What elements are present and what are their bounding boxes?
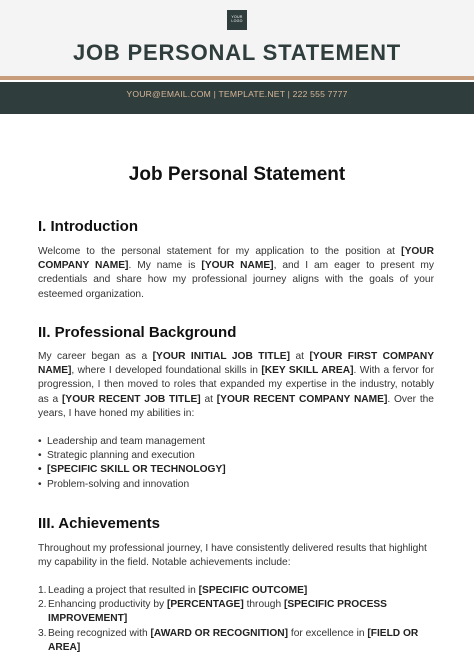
- section-heading-achievements: III. Achievements: [38, 515, 160, 532]
- introduction-paragraph: Welcome to the personal statement for my application to the position at [YOUR COMPANY NAME]. My name is [YOUR NAME], and I am eager to present my credentials and share how my professional journey aligns with the goals of your esteemed organization.: [38, 246, 434, 300]
- placeholder-company-name: [YOUR COMPANY NAME]: [38, 246, 434, 272]
- list-item: • Strategic planning and execution: [38, 449, 434, 463]
- placeholder-your-name: [YOUR NAME]: [201, 260, 274, 272]
- placeholder-initial-job-title: [YOUR INITIAL JOB TITLE]: [152, 351, 290, 362]
- logo-text-line1: YOUR: [231, 15, 243, 19]
- list-item: 1. Leading a project that resulted in [SPECIFIC OUTCOME]: [38, 585, 308, 596]
- list-item: 2. Enhancing productivity by [PERCENTAGE] through [SPECIFIC PROCESS IMPROVEMENT]: [38, 599, 387, 625]
- logo-text-line2: LOGO: [231, 19, 243, 24]
- contact-line: YOUR@EMAIL.COM | TEMPLATE.NET | 222 555 7777: [126, 89, 348, 99]
- placeholder-recent-job-title: [YOUR RECENT JOB TITLE]: [62, 393, 201, 405]
- background-paragraph: My career began as a [YOUR INITIAL JOB TITLE] at [YOUR FIRST COMPANY NAME], where I developed foundational skills in [KEY SKILL AREA]. With a fervor for progression, I then moved to roles that expanded my expertise in the industry, notably as a [YOUR RECENT JOB TITLE] at [YOUR RECENT COMPANY NAME]. Over the years, I have honed my abilities in:: [38, 351, 434, 419]
- section-heading-professional-background: II. Professional Background: [38, 324, 237, 341]
- section-heading-introduction: I. Introduction: [38, 218, 138, 235]
- list-item: • Problem-solving and innovation: [38, 478, 434, 492]
- achievements-intro: Throughout my professional journey, I have consistently delivered results that highlight my capability in the field. Notable achievements include:: [38, 543, 427, 569]
- logo-icon: [227, 10, 247, 30]
- list-item: • Leadership and team management: [38, 435, 434, 449]
- list-item: 3. Being recognized with [AWARD OR RECOGNITION] for excellence in [FIELD OR AREA]: [38, 627, 419, 653]
- header-title: JOB PERSONAL STATEMENT: [72, 40, 402, 65]
- placeholder-recent-company-name: [YOUR RECENT COMPANY NAME]: [216, 393, 388, 405]
- placeholder-first-company-name: [YOUR FIRST COMPANY NAME]: [38, 351, 434, 377]
- placeholder-key-skill-area: [KEY SKILL AREA]: [261, 365, 354, 377]
- list-item: • [SPECIFIC SKILL OR TECHNOLOGY]: [38, 463, 434, 477]
- achievements-list: [38, 584, 434, 655]
- skills-list: [38, 435, 434, 492]
- page-title: Job Personal Statement: [128, 164, 346, 185]
